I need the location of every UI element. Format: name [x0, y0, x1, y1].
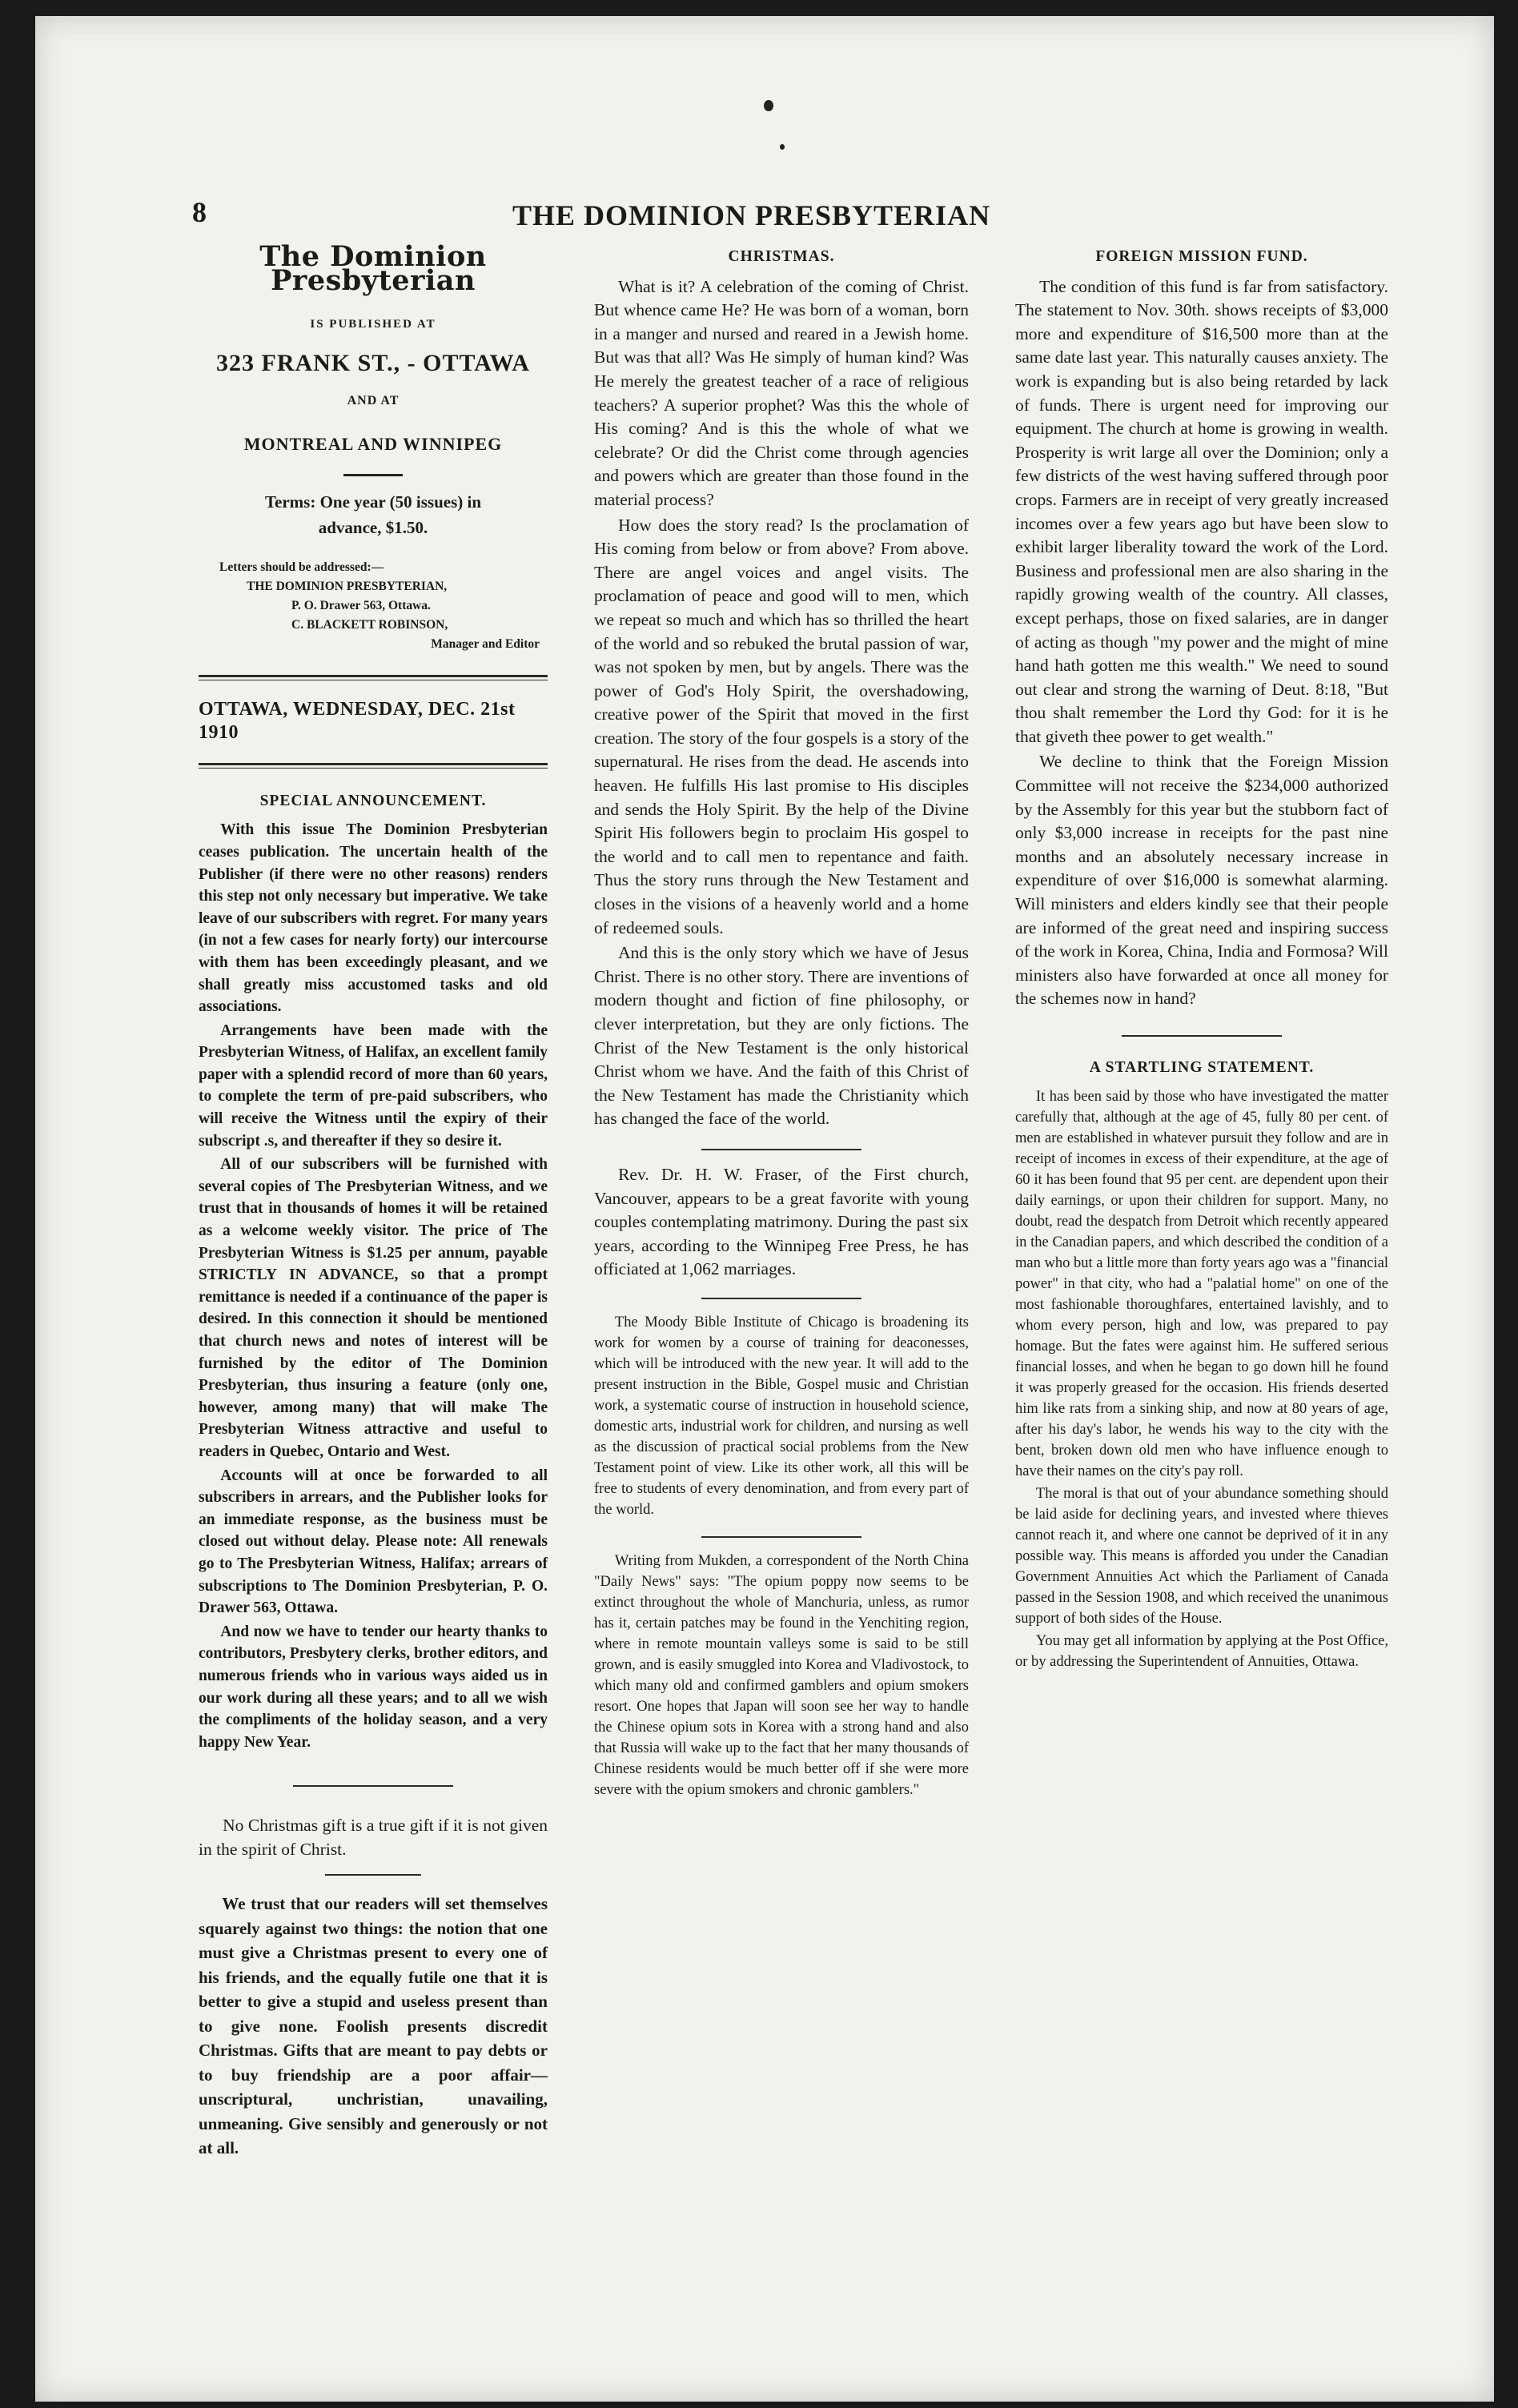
editor-name: C. BLACKETT ROBINSON,	[291, 617, 448, 632]
paragraph: It has been said by those who have investigated the matter carefully that, although at the age of 45, fully 80 per cent. of men are established in whatever pursuit they follow and are in receipt of incomes in excess of their expenditure, at the age of 60 it has been found that 95 per cent. are dependent upon their daily earnings, or upon their children for support. Many, no doubt, read the despatch from Detroit which recently appeared in the Canadian papers, and which described the condition of a man who but a little more than forty years ago was a "financial power" in that city, who had a "palatial home" on one of the most fashionable thoroughfares, entertained lavishly, and to whom every person, high and low, was prepared to pay homage. But the fates were against him. He suffered serious financial losses, and when he began to go down hill he found it was properly greased for the occasion. His friends deserted him like rats from a sinking ship, and now at 80 years of age, after his day's labor, he wends his way to the city with the bent, broken down old men who have influence enough to have their names on the city's pay roll.	[1015, 1088, 1388, 1479]
right-column	[1015, 245, 1388, 1674]
letters-block	[219, 558, 548, 654]
paragraph: The Moody Bible Institute of Chicago is broadening its work for women by a course of training for deaconesses, which will be introduced with the new year. It will add to the present instruction in the Bible, Gospel music and Christian work, a systematic course of instruction in household science, domestic arts, industrial work for children, and nursing as well as the discussion of practical social problems from the New Testament point of view. Like its other work, all this will be free to students of every denomination, and from every part of the world.	[594, 1314, 969, 1518]
rule	[701, 1149, 861, 1150]
left-column	[199, 240, 548, 2162]
paragraph: You may get all information by applying at the Post Office, or by addressing the Superintendent of Annuities, Ottawa.	[1015, 1632, 1388, 1670]
paragraph: We decline to think that the Foreign Mission Committee will not receive the $234,000 authorized by the Assembly for this year but the stubborn fact of only $3,000 increase in receipts for the past nine months and an absolutely necessary increase in expenditure of over $16,000 is somewhat alarming. Will ministers and elders kindly see that their people are informed of the great need and inspiring success of the work in Korea, China, India and Formosa? Will ministers also have forwarded at once all money for the schemes now in hand?	[1015, 752, 1388, 1009]
journal-title: THE DOMINION PRESBYTERIAN	[512, 199, 991, 231]
paragraph: And this is the only story which we have of Jesus Christ. There is no other story. There are inventions of modern thought and fiction of fine philosophy, or clever interpretation, but they are only fictions. The Christ of the New Testament is the only historical Christ whom we have. And the faith of this Christ of the New Testament has made the Christianity which has changed the face of the world.	[594, 943, 969, 1129]
startling-statement-heading: A STARTLING STATEMENT.	[1089, 1059, 1315, 1076]
paragraph: Writing from Mukden, a correspondent of the North China "Daily News" says: "The opium poppy now seems to be extinct throughout the whole of Manchuria, unless, as rumor has it, certain patches may be found in the Yenchiting region, where in remote mountain valleys some is said to be still grown, and is easily smuggled into Korea and Vladivostock, to which many old and confirmed gamblers and opium smokers resort. One hopes that Japan will soon see her way to handle the Chinese opium sots in Korea with a strong hand and also that Russia will wake up to the fact that her many thousands of Chinese residents would be much better off if she were more severe with the opium smokers and chronic gamblers."	[594, 1552, 969, 1798]
editor-title: Manager and Editor	[431, 636, 540, 651]
foreign-mission-heading: FOREIGN MISSION FUND.	[1095, 248, 1308, 265]
rule	[325, 1874, 421, 1876]
rule	[293, 1785, 453, 1787]
rule	[199, 675, 548, 677]
christmas-heading: CHRISTMAS.	[728, 248, 835, 265]
masthead-name: The Dominion Presbyterian	[259, 240, 487, 297]
cities: MONTREAL AND WINNIPEG	[243, 433, 503, 454]
ink-blot	[780, 144, 785, 150]
paragraph: No Christmas gift is a true gift if it is not given in the spirit of Christ.	[199, 1816, 548, 1859]
paragraph: And now we have to tender our hearty thanks to contributors, Presbytery clerks, brother editors, and numerous friends who in various ways aided us in our work during all these years; and to all we wish the compliments of the holiday season, and a very happy New Year.	[199, 1623, 548, 1751]
rule	[1122, 1035, 1282, 1037]
paragraph: We trust that our readers will set themselves squarely against two things: the notion that one must give a Christmas present to every one of his friends, and the equally futile one that it is better to give a stupid and useless present than to give none. Foolish presents discredit Christmas. Gifts that are meant to pay debts or to buy friendship are a poor affair—unscriptural, unchristian, unavailing, unmeaning. Give sensibly and generously or not at all.	[199, 1894, 548, 2158]
paragraph: How does the story read? Is the proclamation of His coming from below or from above? From above. There are angel voices and angel visits. The proclamation of peace and good will to men, which we repeat so much and which has so thrilled the heart of the world and so rebuked the brutal passion of war, was not spoken by men, but by angels. There was the power of God's Holy Spirit, the overshadowing, creative power of the Spirit that moved in the first creation. The story of the four gospels is a story of the supernatural. He rises from the dead. He ascends into heaven. He fulfills His last promise to His disciples and sends the Holy Spirit. By the help of the Divine Spirit His followers begin to proclaim His gospel to the world and to call men to repentance and faith. Thus the story runs through the New Testament and closes in the visions of a heavenly world and a home of redeemed souls.	[594, 515, 969, 937]
rule	[343, 474, 403, 476]
paragraph: Arrangements have been made with the Presbyterian Witness, of Halifax, an excellent family paper with a splendid record of more than 60 years, to complete the term of pre-paid subscribers, who will receive the Witness until the expiry of their subscript .s, and thereafter if they so desire it.	[199, 1021, 548, 1150]
rule	[199, 763, 548, 765]
page-edge	[1494, 0, 1518, 2408]
rule	[701, 1536, 861, 1538]
letters-line: Letters should be addressed:—	[219, 560, 384, 574]
page-number: 8	[192, 196, 207, 228]
and-at: AND AT	[347, 394, 400, 408]
terms-line-2: advance, $1.50.	[318, 517, 428, 537]
published-at: IS PUBLISHED AT	[310, 318, 436, 331]
paragraph: All of our subscribers will be furnished with several copies of The Presbyterian Witness, and we trust that in thousands of homes it will be retained as a welcome weekly visitor. The price of The Presbyterian Witness is $1.25 per annum, payable STRICTLY IN ADVANCE, so that a prompt remittance is needed if a continuance of the paper is desired. In this connection it should be mentioned that church news and notes of interest will be furnished by the editor of The Dominion Presbyterian, thus insuring a feature (only one, however, among many) that will make The Presbyterian Witness attractive and useful to readers in Quebec, Ontario and West.	[199, 1156, 548, 1460]
paragraph: Rev. Dr. H. W. Fraser, of the First church, Vancouver, appears to be a great favorite with young couples contemplating matrimony. During the past six years, according to the Winnipeg Free Press, he has officiated at 1,062 marriages.	[594, 1164, 969, 1279]
paragraph: What is it? A celebration of the coming of Christ. But whence came He? He was born of a woman, born in a manger and nursed and reared in a Jewish home. But was that all? Was He simply of human kind? Was He merely the greatest teacher of a race of religious teachers? A superior prophet? Was this the whole of His coming? And is this the whole of what we celebrate? Or did the Christ come through agencies and powers which are greater than those found in the material process?	[594, 276, 969, 509]
paragraph: Accounts will at once be forwarded to all subscribers in arrears, and the Publisher looks for an immediate response, as the business must be closed out without delay. Please note: All renewals go to The Presbyterian Witness, Halifax; arrears of subscriptions to The Dominion Presbyterian, P. O. Drawer 563, Ottawa.	[199, 1467, 548, 1617]
ink-blot	[764, 100, 773, 111]
rule	[701, 1298, 861, 1299]
rule	[199, 768, 548, 769]
middle-column	[594, 245, 969, 1802]
paragraph: The moral is that out of your abundance something should be laid aside for declining years, and invested where thieves cannot reach it, and where one cannot be deprived of it in any possible way. This means is afforded you under the Canadian Government Annuities Act which the Parliament of Canada passed in the Session 1908, and which received the unanimous support of both sides of the House.	[1015, 1485, 1388, 1627]
letters-to: THE DOMINION PRESBYTERIAN,	[247, 579, 448, 593]
special-announcement-heading: SPECIAL ANNOUNCEMENT.	[259, 792, 487, 809]
dateline: OTTAWA, WEDNESDAY, DEC. 21st 1910	[199, 698, 516, 744]
terms-line-1: Terms: One year (50 issues) in	[264, 492, 482, 512]
address: 323 FRANK ST., - OTTAWA	[216, 349, 530, 376]
paragraph: With this issue The Dominion Presbyterian ceases publication. The uncertain health of the Publisher (if there were no other reasons) renders this step not only necessary but imperative. We take leave of our subscribers with regret. For many years (in not a few cases for nearly forty) our intercourse with them has been exceedingly pleasant, and we shall greatly miss accustomed tasks and old associations.	[199, 821, 548, 1016]
paragraph: The condition of this fund is far from satisfactory. The statement to Nov. 30th. shows receipts of $3,000 more and expenditure of $16,500 more than at the same date last year. This naturally causes anxiety. The work is expanding but is also being retarded by lack of funds. There is urgent need for improving our equipment. The church at home is growing in wealth. Prosperity is writ large all over the Dominion; only a few districts of the west having suffered through poor crops. Farmers are in receipt of very greatly increased incomes over a few years ago but have been slow to exhibit larger liberality toward the work of the Lord. Business and professional men are also sharing in the rapidly growing wealth of the country. All classes, except perhaps, those on fixed salaries, are in danger of acting as though "my power and the might of mine hand hath gotten me this wealth." We need to sound out clear and strong the warning of Deut. 8:18, "But thou shalt remember the Lord thy God: for it is he that giveth thee power to get wealth."	[1015, 276, 1388, 746]
drawer: P. O. Drawer 563, Ottawa.	[291, 598, 431, 612]
